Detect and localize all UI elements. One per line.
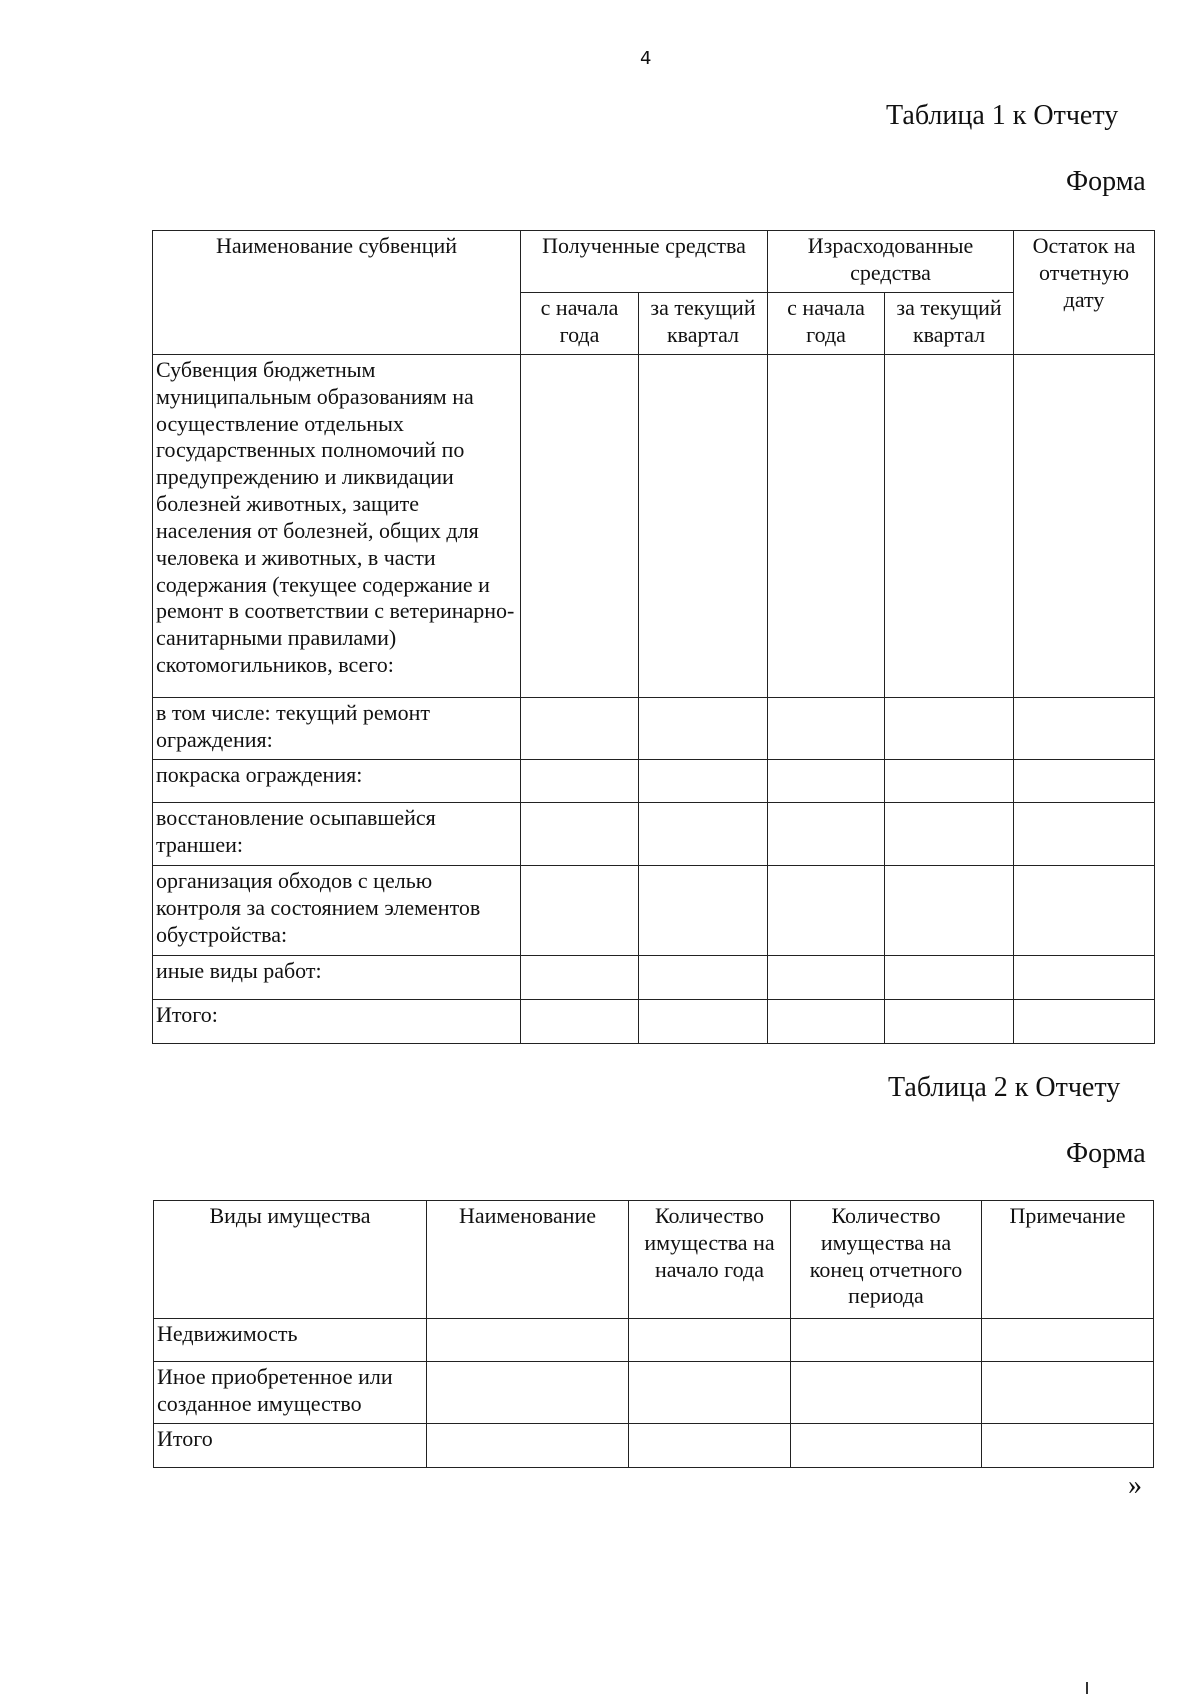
table-row xyxy=(153,866,1155,956)
header-received-current-quarter: за текущий квартал xyxy=(639,293,768,355)
cell xyxy=(768,760,885,803)
cell xyxy=(521,1000,639,1044)
cell xyxy=(639,355,768,698)
cell xyxy=(885,866,1014,956)
table-row xyxy=(153,698,1155,760)
cell xyxy=(427,1319,629,1362)
table-row xyxy=(153,1000,1155,1044)
table1-caption: Таблица 1 к Отчету xyxy=(886,100,1119,131)
cell xyxy=(521,803,639,866)
row-label-fence-repair: в том числе: текущий ремонт ограждения: xyxy=(153,698,521,760)
cell xyxy=(521,760,639,803)
table2-caption: Таблица 2 к Отчету xyxy=(888,1072,1121,1103)
header-spent-current-quarter: за текущий квартал xyxy=(885,293,1014,355)
row-label-other-works: иные виды работ: xyxy=(153,956,521,1000)
header-received: Полученные средства xyxy=(521,231,768,293)
header-qty-end: Количество имущества на конец отчетного периода xyxy=(791,1201,982,1319)
table-row xyxy=(153,956,1155,1000)
cell xyxy=(639,698,768,760)
cell xyxy=(885,1000,1014,1044)
row-label-fence-painting: покраска ограждения: xyxy=(153,760,521,803)
closing-quote: » xyxy=(1128,1470,1142,1501)
cell xyxy=(629,1424,791,1468)
cell xyxy=(885,760,1014,803)
cell xyxy=(427,1362,629,1424)
table-row xyxy=(153,355,1155,698)
cell xyxy=(768,355,885,698)
property-table xyxy=(153,1200,1154,1468)
cell xyxy=(768,698,885,760)
header-spent-since-year-start: с начала года xyxy=(768,293,885,355)
cell xyxy=(768,956,885,1000)
row-label-total: Итого: xyxy=(153,1000,521,1044)
header-note: Примечание xyxy=(982,1201,1154,1319)
table2-form-label: Форма xyxy=(1066,1138,1146,1169)
cell xyxy=(639,760,768,803)
cell xyxy=(982,1362,1154,1424)
cell xyxy=(885,698,1014,760)
cell xyxy=(521,866,639,956)
table-row xyxy=(154,1319,1154,1362)
cell xyxy=(639,1000,768,1044)
table-row xyxy=(154,1424,1154,1468)
cell xyxy=(885,355,1014,698)
row-label-subvention-total: Субвенция бюджетным муниципальным образованиям на осуществление отдельных государственных полномочий по предупреждению и ликвидации болезней животных, защите населения от болезней, общих для человека и животных, в части содержания (текущее содержание и ремонт в соответствии с ветеринарно-санитарными правилами) скотомогильников, всего: xyxy=(153,355,521,698)
cell xyxy=(791,1362,982,1424)
header-balance: Остаток на отчетную дату xyxy=(1014,231,1155,355)
cell xyxy=(768,866,885,956)
page-number: 4 xyxy=(640,48,652,69)
cell xyxy=(768,1000,885,1044)
header-received-since-year-start: с начала года xyxy=(521,293,639,355)
cell xyxy=(1014,956,1155,1000)
cell xyxy=(639,956,768,1000)
table1-form-label: Форма xyxy=(1066,166,1146,197)
cell xyxy=(982,1424,1154,1468)
table-row xyxy=(153,760,1155,803)
header-property-type: Виды имущества xyxy=(154,1201,427,1319)
cell xyxy=(768,803,885,866)
cell xyxy=(1014,355,1155,698)
row-label-other-property: Иное приобретенное или созданное имущество xyxy=(154,1362,427,1424)
cell xyxy=(639,866,768,956)
cell xyxy=(1014,760,1155,803)
header-qty-start: Количество имущества на начало года xyxy=(629,1201,791,1319)
cell xyxy=(885,803,1014,866)
cell xyxy=(1014,1000,1155,1044)
row-label-trench-restoration: восстановление осыпавшейся траншеи: xyxy=(153,803,521,866)
cell xyxy=(521,698,639,760)
cell xyxy=(521,355,639,698)
cell xyxy=(521,956,639,1000)
table-row xyxy=(154,1362,1154,1424)
row-label-real-estate: Недвижимость xyxy=(154,1319,427,1362)
cell xyxy=(629,1362,791,1424)
cell xyxy=(791,1424,982,1468)
cell xyxy=(639,803,768,866)
header-subvention-name: Наименование субвенций xyxy=(153,231,521,355)
cell xyxy=(982,1319,1154,1362)
row-label-inspection-rounds: организация обходов с целью контроля за состоянием элементов обустройства: xyxy=(153,866,521,956)
row-label-total: Итого xyxy=(154,1424,427,1468)
cell xyxy=(1014,698,1155,760)
header-spent: Израсходованные средства xyxy=(768,231,1014,293)
subventions-table xyxy=(152,230,1155,1044)
cell xyxy=(1014,866,1155,956)
cell xyxy=(427,1424,629,1468)
header-name: Наименование xyxy=(427,1201,629,1319)
scan-mark xyxy=(1086,1682,1088,1694)
cell xyxy=(629,1319,791,1362)
cell xyxy=(1014,803,1155,866)
cell xyxy=(885,956,1014,1000)
cell xyxy=(791,1319,982,1362)
table-row xyxy=(153,803,1155,866)
